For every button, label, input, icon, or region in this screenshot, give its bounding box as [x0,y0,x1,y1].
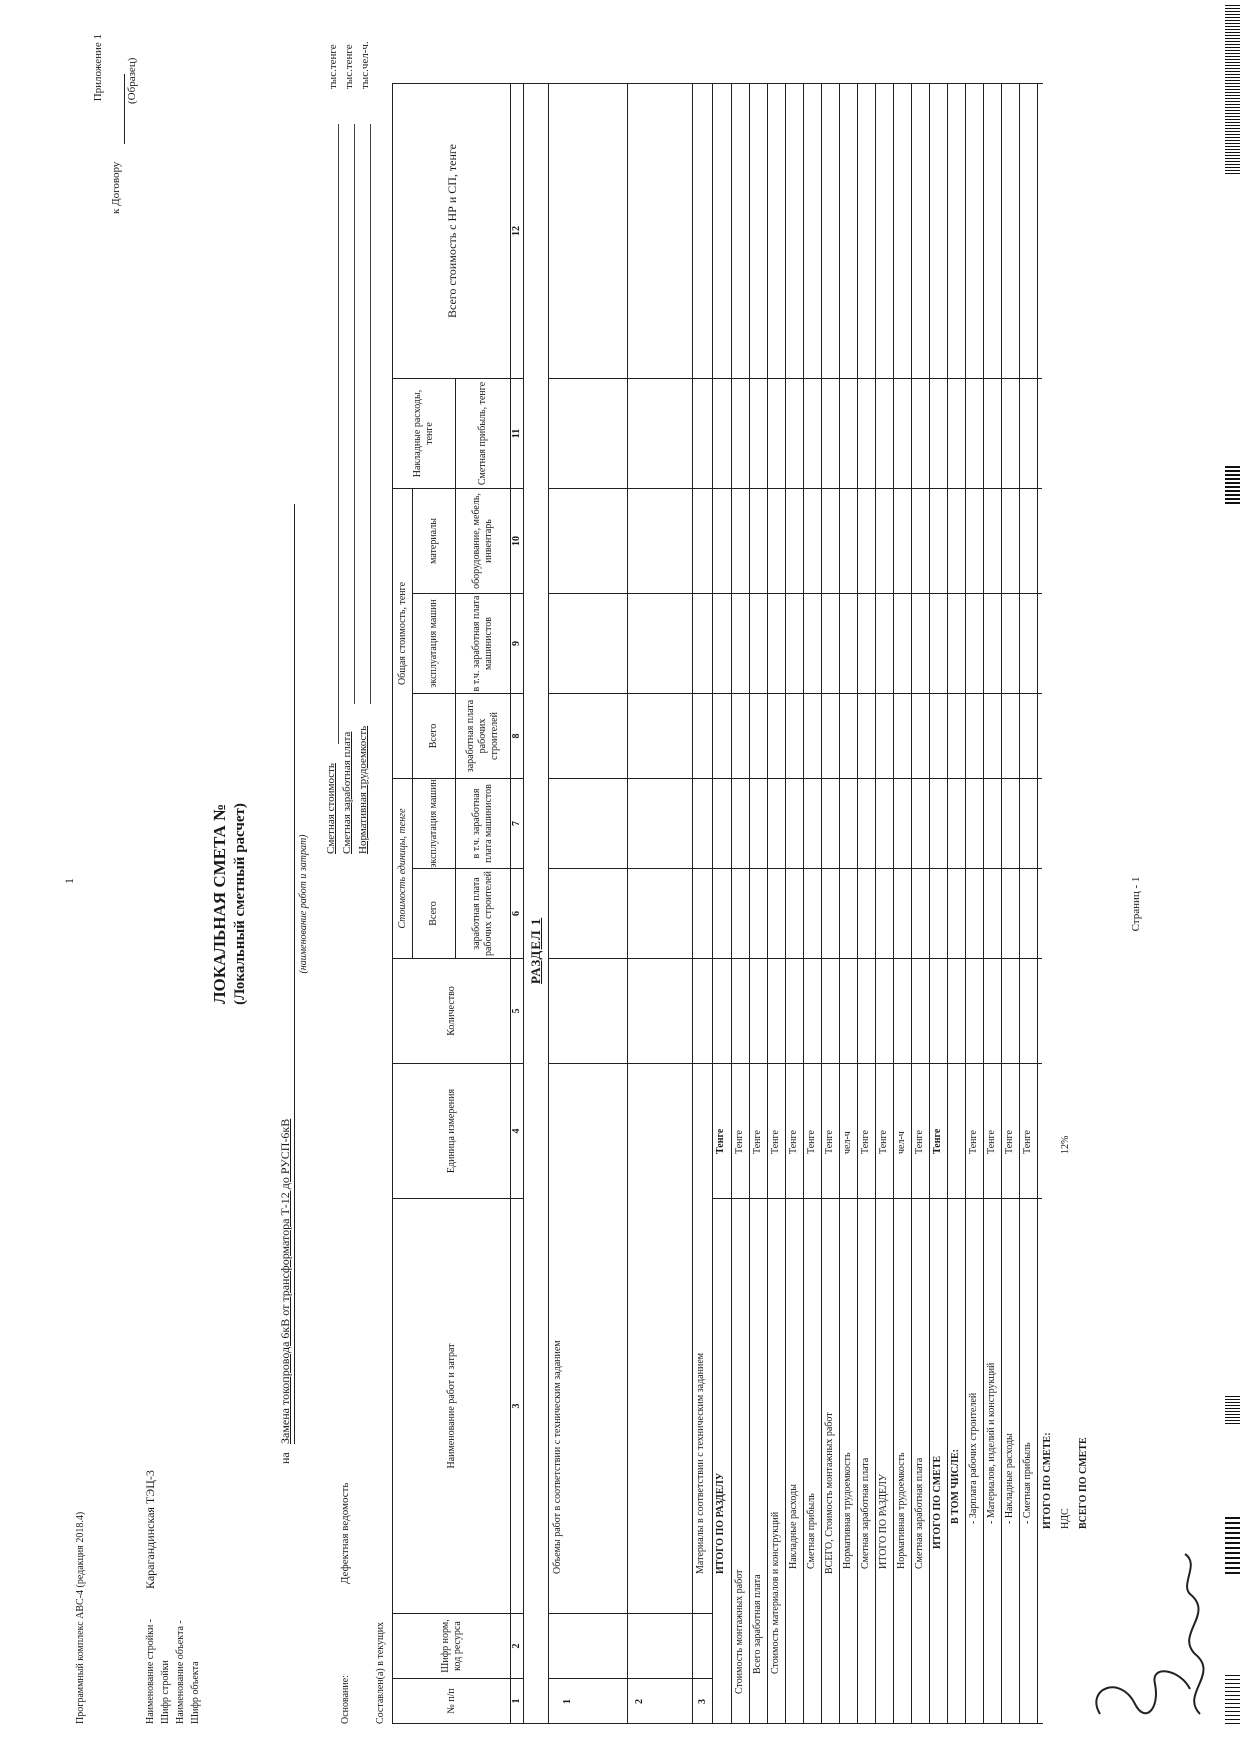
signature-2 [1170,1544,1230,1734]
summary-unit: Тенге [986,1130,997,1154]
software-label: Программный комплекс АВС-4 (редакция 2018.4) [75,1511,86,1724]
col-number-9: 9 [511,641,522,646]
work-name-caption: (наименование работ и затрат) [298,834,309,974]
col-number-4: 4 [511,1128,522,1134]
row-3-text: Материалы в соответствии с техническим заданием [695,1352,706,1574]
header-total: Всего стоимость с НР и СП, тенге [444,143,459,319]
cost-line-3 [370,124,371,704]
object-code-label: Шифр объекта [190,1661,201,1724]
summary-unit: Тенге [860,1130,871,1154]
row-2-number: 2 [634,1699,645,1704]
summary-label: Всего заработная плата [752,1574,763,1674]
header-6-top: Всего [428,901,439,926]
summary-label: В ТОМ ЧИСЛЕ: [950,1449,961,1524]
col-number-8: 8 [511,733,522,739]
work-name: Замена токопровода 6кВ от трансформатора Т-12 до РУСП-6кВ [278,1118,292,1444]
summary-label: Сметная заработная плата [914,1457,925,1569]
work-name-underline [294,504,295,1444]
col-number-7: 7 [511,821,522,826]
summary-label: ИТОГО ПО РАЗДЕЛУ [878,1474,889,1569]
document-subtitle: (Локальный сметный расчет) [232,803,248,1005]
summary-label: ИТОГО ПО СМЕТЕ [932,1455,943,1549]
cost-unit-2: тыс.тенге [343,44,355,89]
summary-label: ВСЕГО ПО СМЕТЕ [1078,1437,1089,1529]
estimate-table [392,84,1240,1724]
basis-value: Дефектная ведомость [339,1482,351,1584]
col-number-1: 1 [511,1698,522,1704]
col-number-3: 3 [511,1403,522,1409]
summary-unit: 12% [1060,1135,1071,1154]
header-7-bottom: в т.ч. заработная плата машинистов [471,784,494,863]
summary-label: ИТОГО ПО РАЗДЕЛУ [715,1472,726,1574]
summary-label: - Накладные расходы [1004,1433,1015,1524]
construction-label: Наименование стройки - [145,1618,156,1724]
summary-unit: Тенге [1004,1130,1015,1154]
section-title: РАЗДЕЛ 1 [528,917,543,984]
compiled-label: Составлен(а) в текущих [375,1621,386,1724]
summary-label: НДС [1060,1508,1071,1529]
summary-label: - Зарплата рабочих строителей [968,1392,979,1524]
header-9-bottom: в т.ч. заработная плата машинистов [471,595,494,692]
col-number-11: 11 [511,428,522,439]
header-10-bottom: оборудование, мебель, инвентарь [471,493,494,589]
contract-underline [124,74,125,144]
row-1-text: Объемы работ в соответствии с техническим заданием [552,1340,563,1574]
summary-unit: Тенге [734,1130,745,1154]
cost-unit-3: тыс.чел-ч. [359,41,371,89]
summary-unit: Тенге [806,1130,817,1154]
construction-value: Карагандинская ТЭЦ-3 [143,1470,157,1589]
header-11-bottom: Сметная прибыль, тенге [477,381,488,486]
col-number-12: 12 [511,226,522,236]
col-number-6: 6 [511,911,522,916]
cost-label-labor: Нормативная трудоемкость [357,725,369,854]
summary-unit: Тенге [932,1128,943,1154]
on-prefix: на [278,1452,292,1464]
header-8-top: Всего [428,723,439,749]
header-8-bottom: заработная плата рабочих строителей [465,699,500,773]
header-unit: Единица измерения [445,1088,457,1174]
summary-label: ВСЕГО, Стоимость монтажных работ [824,1412,835,1574]
contract-label: к Договору [110,161,122,214]
header-10-top: материалы [428,518,439,564]
cost-label-salary: Сметная заработная плата [341,731,353,854]
header-name: Наименование работ и затрат [445,1343,457,1469]
row-1-number: 1 [562,1699,573,1704]
basis-label: Основание: [340,1675,351,1724]
page-count: Страниц - 1 [1130,876,1142,932]
summary-label: Нормативная трудоемкость [842,1452,853,1569]
object-label: Наименование объекта - [175,1620,186,1724]
header-num: № п/п [445,1688,457,1714]
summary-unit: Тенге [1022,1130,1033,1154]
col-number-10: 10 [511,536,522,546]
summary-label: Нормативная трудоемкость [896,1452,907,1569]
header-11-top: Накладные расходы, тенге [412,389,435,478]
summary-unit: Тенге [788,1130,799,1154]
summary-unit: Тенге [770,1130,781,1154]
page-top-number: 1 [62,878,76,884]
header-total-cost-group: Общая стоимость, тенге [396,581,408,686]
summary-label: - Сметная прибыль [1022,1442,1033,1524]
appendix-label: Приложение 1 [92,34,104,102]
barcode-strip [1225,0,1240,1754]
cost-line-2 [354,124,355,704]
summary-label: Сметная прибыль [806,1493,817,1569]
construction-code-label: Шифр стройки [160,1660,171,1724]
col-number-5: 5 [511,1008,522,1014]
summary-label: ИТОГО ПО СМЕТЕ: [1042,1432,1053,1529]
summary-unit: Тенге [968,1130,979,1154]
header-unit-cost-group: Стоимость единицы, тенге [396,808,408,929]
cost-unit-1: тыс.тенге [327,44,339,89]
summary-label: - Материалов, изделий и конструкций [986,1362,997,1524]
col-number-2: 2 [511,1643,522,1649]
cost-line-1 [338,124,339,744]
summary-unit: Тенге [752,1130,763,1154]
row-3-number: 3 [697,1699,708,1704]
summary-unit: Тенге [914,1130,925,1154]
summary-unit: Тенге [824,1130,835,1154]
sample-label: (Образец) [126,57,138,104]
cost-label-estimate: Сметная стоимость [325,763,337,854]
summary-unit: чел-ч [896,1131,907,1154]
header-7-top: эксплуатация машин [428,779,439,868]
summary-label: Стоимость монтажных работ [734,1569,745,1694]
summary-label: Накладные расходы [788,1484,799,1569]
header-quantity: Количество [445,986,457,1036]
summary-label: Стоимость материалов и конструкций [770,1511,781,1674]
summary-label: Сметная заработная плата [860,1457,871,1569]
header-code: Шифр норм, код ресурса [439,1619,463,1673]
header-6-bottom: заработная плата рабочих строителей [471,870,494,957]
summary-unit: чел-ч [842,1131,853,1154]
summary-unit: Тенге [715,1128,726,1154]
header-9-top: эксплуатация машин [428,599,439,688]
document-title: ЛОКАЛЬНАЯ СМЕТА № [210,803,229,1005]
summary-unit: Тенге [878,1130,889,1154]
